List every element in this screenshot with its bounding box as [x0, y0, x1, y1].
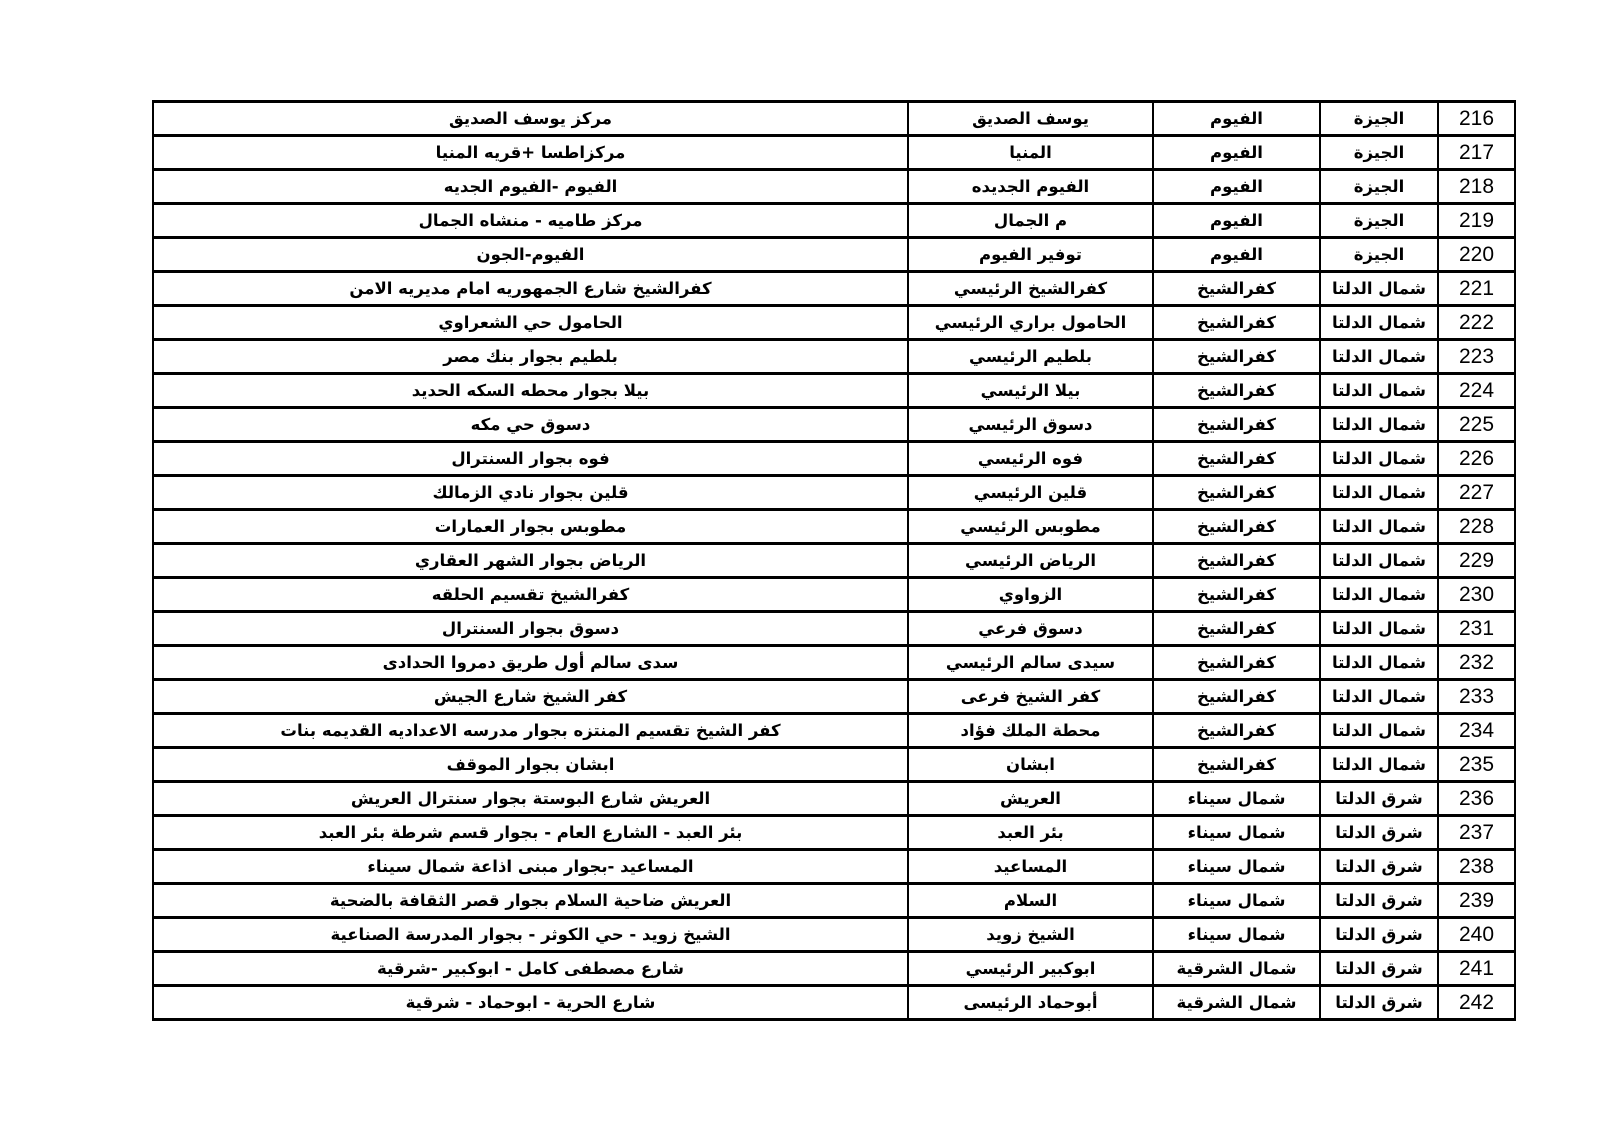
cell-branch-name: محطة الملك فؤاد [908, 714, 1153, 748]
cell-serial-number: 220 [1438, 238, 1515, 272]
cell-governorate: كفرالشيخ [1153, 510, 1320, 544]
cell-governorate: الفيوم [1153, 170, 1320, 204]
cell-serial-number: 240 [1438, 918, 1515, 952]
table-row [153, 510, 1515, 544]
cell-branch-name: السلام [908, 884, 1153, 918]
cell-region: شمال الدلتا [1320, 272, 1438, 306]
cell-governorate: كفرالشيخ [1153, 680, 1320, 714]
table-row [153, 646, 1515, 680]
cell-branch-name: الزواوي [908, 578, 1153, 612]
table-row [153, 374, 1515, 408]
cell-governorate: الفيوم [1153, 238, 1320, 272]
cell-serial-number: 229 [1438, 544, 1515, 578]
cell-governorate: شمال سيناء [1153, 918, 1320, 952]
cell-serial-number: 236 [1438, 782, 1515, 816]
cell-address: العريش شارع البوستة بجوار سنترال العريش [153, 782, 908, 816]
cell-address: قلين بجوار نادي الزمالك [153, 476, 908, 510]
table-row [153, 680, 1515, 714]
cell-branch-name: دسوق الرئيسي [908, 408, 1153, 442]
table-row [153, 714, 1515, 748]
cell-address: كفر الشيخ تقسيم المنتزه بجوار مدرسه الاعداديه القديمه بنات [153, 714, 908, 748]
cell-region: شمال الدلتا [1320, 714, 1438, 748]
cell-governorate: كفرالشيخ [1153, 748, 1320, 782]
cell-region: شمال الدلتا [1320, 476, 1438, 510]
cell-governorate: كفرالشيخ [1153, 476, 1320, 510]
cell-governorate: كفرالشيخ [1153, 408, 1320, 442]
cell-address: الشيخ زويد - حي الكوثر - بجوار المدرسة الصناعية [153, 918, 908, 952]
cell-serial-number: 216 [1438, 102, 1515, 136]
cell-address: الحامول حي الشعراوي [153, 306, 908, 340]
cell-serial-number: 230 [1438, 578, 1515, 612]
cell-governorate: الفيوم [1153, 136, 1320, 170]
cell-governorate: كفرالشيخ [1153, 578, 1320, 612]
table-row [153, 204, 1515, 238]
cell-governorate: شمال سيناء [1153, 782, 1320, 816]
cell-serial-number: 217 [1438, 136, 1515, 170]
cell-governorate: كفرالشيخ [1153, 340, 1320, 374]
cell-branch-name: قلين الرئيسي [908, 476, 1153, 510]
cell-branch-name: م الجمال [908, 204, 1153, 238]
cell-address: المساعيد -بجوار مبنى اذاعة شمال سيناء [153, 850, 908, 884]
branch-locations-table [152, 100, 1516, 1021]
cell-governorate: كفرالشيخ [1153, 544, 1320, 578]
cell-serial-number: 231 [1438, 612, 1515, 646]
cell-governorate: كفرالشيخ [1153, 714, 1320, 748]
cell-serial-number: 224 [1438, 374, 1515, 408]
cell-region: شمال الدلتا [1320, 442, 1438, 476]
cell-region: شمال الدلتا [1320, 340, 1438, 374]
cell-address: مركز طاميه - منشاه الجمال [153, 204, 908, 238]
cell-governorate: كفرالشيخ [1153, 612, 1320, 646]
cell-branch-name: مطوبس الرئيسي [908, 510, 1153, 544]
table-row [153, 816, 1515, 850]
cell-governorate: كفرالشيخ [1153, 442, 1320, 476]
cell-region: الجيزة [1320, 204, 1438, 238]
cell-address: شارع مصطفى كامل - ابوكبير -شرقية [153, 952, 908, 986]
cell-address: سدى سالم أول طريق دمروا الحدادى [153, 646, 908, 680]
cell-governorate: شمال سيناء [1153, 816, 1320, 850]
cell-address: كفر الشيخ شارع الجيش [153, 680, 908, 714]
cell-branch-name: الفيوم الجديده [908, 170, 1153, 204]
cell-address: الفيوم -الفيوم الجديه [153, 170, 908, 204]
cell-governorate: كفرالشيخ [1153, 374, 1320, 408]
cell-governorate: شمال الشرقية [1153, 986, 1320, 1020]
cell-serial-number: 241 [1438, 952, 1515, 986]
table-row [153, 544, 1515, 578]
cell-branch-name: دسوق فرعي [908, 612, 1153, 646]
cell-serial-number: 225 [1438, 408, 1515, 442]
cell-region: شمال الدلتا [1320, 306, 1438, 340]
table-row [153, 306, 1515, 340]
cell-address: شارع الحرية - ابوحماد - شرقية [153, 986, 908, 1020]
cell-region: شمال الدلتا [1320, 578, 1438, 612]
cell-branch-name: المساعيد [908, 850, 1153, 884]
cell-governorate: كفرالشيخ [1153, 646, 1320, 680]
table-row [153, 102, 1515, 136]
cell-branch-name: يوسف الصديق [908, 102, 1153, 136]
cell-serial-number: 218 [1438, 170, 1515, 204]
cell-branch-name: توفير الفيوم [908, 238, 1153, 272]
cell-serial-number: 223 [1438, 340, 1515, 374]
cell-address: فوه بجوار السنترال [153, 442, 908, 476]
cell-address: العريش ضاحية السلام بجوار قصر الثقافة بالضحية [153, 884, 908, 918]
cell-serial-number: 227 [1438, 476, 1515, 510]
cell-region: الجيزة [1320, 136, 1438, 170]
cell-address: دسوق حي مكه [153, 408, 908, 442]
cell-branch-name: كفرالشيخ الرئيسي [908, 272, 1153, 306]
cell-serial-number: 237 [1438, 816, 1515, 850]
cell-serial-number: 233 [1438, 680, 1515, 714]
cell-region: شمال الدلتا [1320, 544, 1438, 578]
cell-branch-name: كفر الشيخ فرعى [908, 680, 1153, 714]
cell-region: شمال الدلتا [1320, 646, 1438, 680]
cell-region: شرق الدلتا [1320, 952, 1438, 986]
cell-serial-number: 226 [1438, 442, 1515, 476]
cell-serial-number: 239 [1438, 884, 1515, 918]
cell-governorate: الفيوم [1153, 204, 1320, 238]
cell-region: شمال الدلتا [1320, 510, 1438, 544]
table-body [153, 102, 1515, 1020]
table-row [153, 884, 1515, 918]
cell-serial-number: 219 [1438, 204, 1515, 238]
table-row [153, 952, 1515, 986]
cell-region: شرق الدلتا [1320, 884, 1438, 918]
cell-serial-number: 238 [1438, 850, 1515, 884]
cell-branch-name: بلطيم الرئيسي [908, 340, 1153, 374]
cell-region: شرق الدلتا [1320, 918, 1438, 952]
cell-address: كفرالشيخ شارع الجمهوريه امام مديريه الامن [153, 272, 908, 306]
cell-serial-number: 234 [1438, 714, 1515, 748]
cell-region: شرق الدلتا [1320, 816, 1438, 850]
cell-branch-name: المنيا [908, 136, 1153, 170]
cell-region: شرق الدلتا [1320, 782, 1438, 816]
cell-address: دسوق بجوار السنترال [153, 612, 908, 646]
cell-branch-name: بئر العبد [908, 816, 1153, 850]
cell-governorate: شمال سيناء [1153, 850, 1320, 884]
table-row [153, 442, 1515, 476]
cell-address: مركزاطسا +قريه المنيا [153, 136, 908, 170]
cell-branch-name: العريش [908, 782, 1153, 816]
cell-serial-number: 222 [1438, 306, 1515, 340]
cell-region: شمال الدلتا [1320, 680, 1438, 714]
cell-governorate: الفيوم [1153, 102, 1320, 136]
table-row [153, 782, 1515, 816]
table-row [153, 136, 1515, 170]
cell-governorate: شمال الشرقية [1153, 952, 1320, 986]
table-row [153, 408, 1515, 442]
cell-branch-name: أبوحماد الرئيسى [908, 986, 1153, 1020]
cell-branch-name: الشيخ زويد [908, 918, 1153, 952]
cell-serial-number: 235 [1438, 748, 1515, 782]
table-row [153, 748, 1515, 782]
cell-address: ابشان بجوار الموقف [153, 748, 908, 782]
table-row [153, 986, 1515, 1020]
cell-governorate: كفرالشيخ [1153, 306, 1320, 340]
table-row [153, 476, 1515, 510]
table-row [153, 340, 1515, 374]
table-row [153, 170, 1515, 204]
cell-branch-name: بيلا الرئيسي [908, 374, 1153, 408]
cell-branch-name: فوه الرئيسي [908, 442, 1153, 476]
cell-address: كفرالشيخ تقسيم الحلقه [153, 578, 908, 612]
cell-branch-name: ابوكبير الرئيسي [908, 952, 1153, 986]
cell-branch-name: ابشان [908, 748, 1153, 782]
cell-region: شمال الدلتا [1320, 374, 1438, 408]
cell-region: شرق الدلتا [1320, 986, 1438, 1020]
table-row [153, 612, 1515, 646]
cell-address: الفيوم-الجون [153, 238, 908, 272]
cell-serial-number: 221 [1438, 272, 1515, 306]
table-row [153, 578, 1515, 612]
cell-region: شمال الدلتا [1320, 408, 1438, 442]
table-row [153, 918, 1515, 952]
cell-branch-name: سيدى سالم الرئيسي [908, 646, 1153, 680]
cell-address: مركز يوسف الصديق [153, 102, 908, 136]
table-row [153, 272, 1515, 306]
cell-serial-number: 242 [1438, 986, 1515, 1020]
cell-address: بئر العبد - الشارع العام - بجوار قسم شرطة بئر العبد [153, 816, 908, 850]
cell-governorate: شمال سيناء [1153, 884, 1320, 918]
cell-region: شرق الدلتا [1320, 850, 1438, 884]
table-row [153, 850, 1515, 884]
cell-address: مطوبس بجوار العمارات [153, 510, 908, 544]
cell-region: الجيزة [1320, 238, 1438, 272]
cell-region: الجيزة [1320, 170, 1438, 204]
table-row [153, 238, 1515, 272]
cell-branch-name: الرياض الرئيسي [908, 544, 1153, 578]
cell-branch-name: الحامول براري الرئيسي [908, 306, 1153, 340]
cell-region: شمال الدلتا [1320, 612, 1438, 646]
cell-address: الرياض بجوار الشهر العقاري [153, 544, 908, 578]
cell-serial-number: 232 [1438, 646, 1515, 680]
cell-governorate: كفرالشيخ [1153, 272, 1320, 306]
cell-address: بيلا بجوار محطه السكه الحديد [153, 374, 908, 408]
cell-region: الجيزة [1320, 102, 1438, 136]
cell-region: شمال الدلتا [1320, 748, 1438, 782]
cell-address: بلطيم بجوار بنك مصر [153, 340, 908, 374]
cell-serial-number: 228 [1438, 510, 1515, 544]
